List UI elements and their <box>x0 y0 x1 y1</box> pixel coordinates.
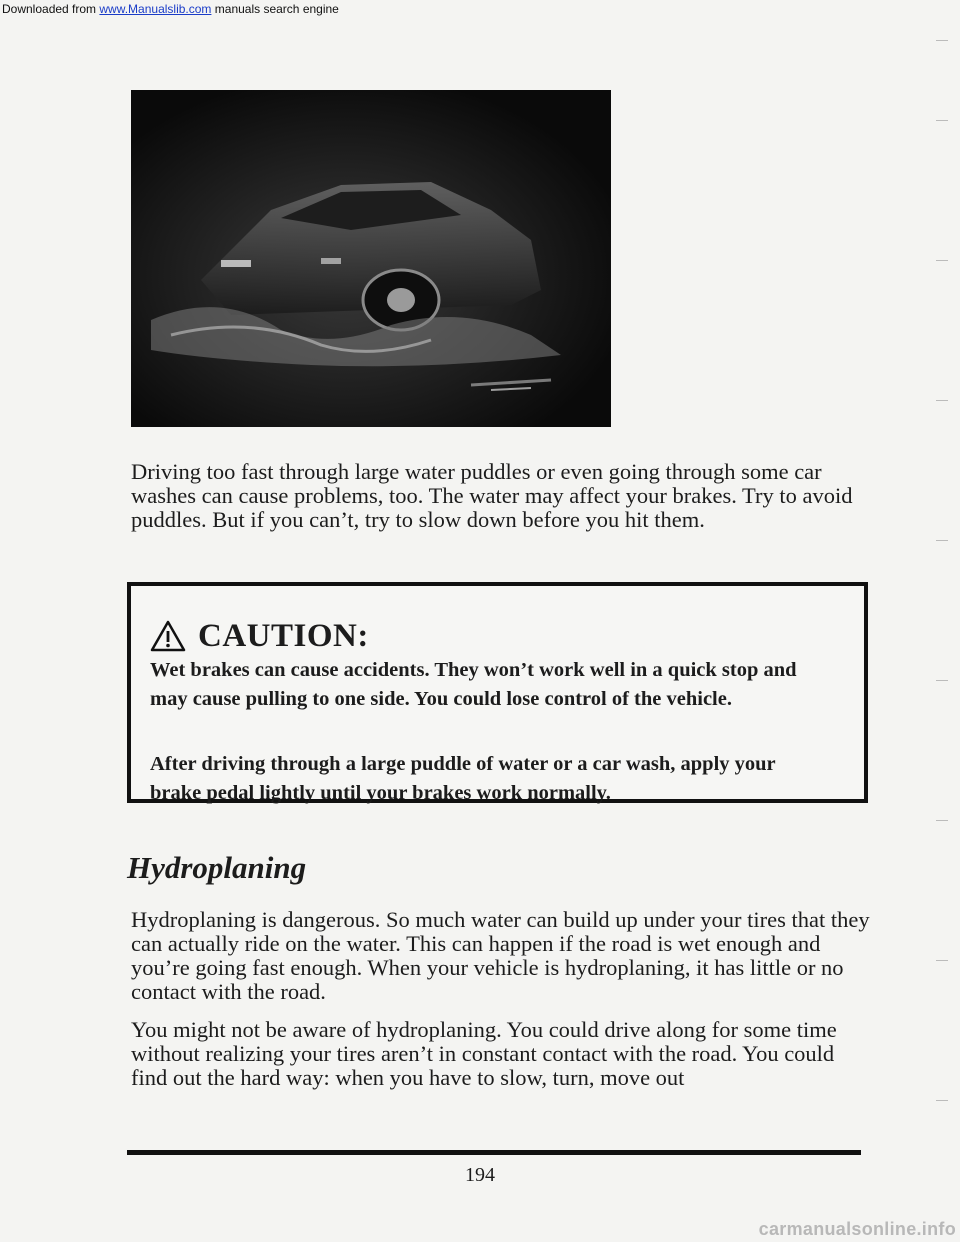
caution-box <box>127 582 868 803</box>
warning-triangle-icon <box>150 620 186 652</box>
section-heading-hydroplaning: Hydroplaning <box>127 850 307 885</box>
car-splash-photo <box>131 90 611 427</box>
hydroplaning-paragraph-2: You might not be aware of hydroplaning. You could drive along for some time without realizing your tires aren’t in constant contact with the road. You could find out the hard way: when you have to slow, turn, move out <box>131 1017 837 1090</box>
margin-mark <box>936 1100 948 1101</box>
margin-mark <box>936 40 948 41</box>
caution-text-1: Wet brakes can cause accidents. They won’t work well in a quick stop and may cause pulling to one side. You could lose control of the vehicle. <box>150 659 797 710</box>
margin-mark <box>936 960 948 961</box>
site-watermark: carmanualsonline.info <box>758 1219 956 1239</box>
caution-title: CAUTION: <box>198 617 369 654</box>
watermark-suffix: manuals search engine <box>211 2 339 16</box>
download-watermark <box>2 0 522 18</box>
margin-mark <box>936 820 948 821</box>
hydroplaning-paragraph-1: Hydroplaning is dangerous. So much water can build up under your tires that they can actually ride on the water. This can happen if the road is wet enough and you’re going fast enough. When your vehicle is hydroplaning, it has little or no contact with the road. <box>131 907 870 1004</box>
footer-rule <box>127 1150 861 1155</box>
margin-mark <box>936 540 948 541</box>
caution-text-2: After driving through a large puddle of water or a car wash, apply your brake pedal lightly until your brakes work normally. <box>150 753 776 804</box>
page-number: 194 <box>465 1164 495 1186</box>
manualslib-link[interactable]: www.Manualslib.com <box>99 2 212 16</box>
watermark-prefix: Downloaded from <box>2 2 100 16</box>
intro-paragraph: Driving too fast through large water puddles or even going through some car washes can cause problems, too. The water may affect your brakes. Try to avoid puddles. But if you can’t, try to slow down before you hit them. <box>131 459 853 532</box>
margin-mark <box>936 680 948 681</box>
margin-mark <box>936 260 948 261</box>
margin-mark <box>936 400 948 401</box>
caution-header <box>150 616 369 656</box>
margin-mark <box>936 120 948 121</box>
